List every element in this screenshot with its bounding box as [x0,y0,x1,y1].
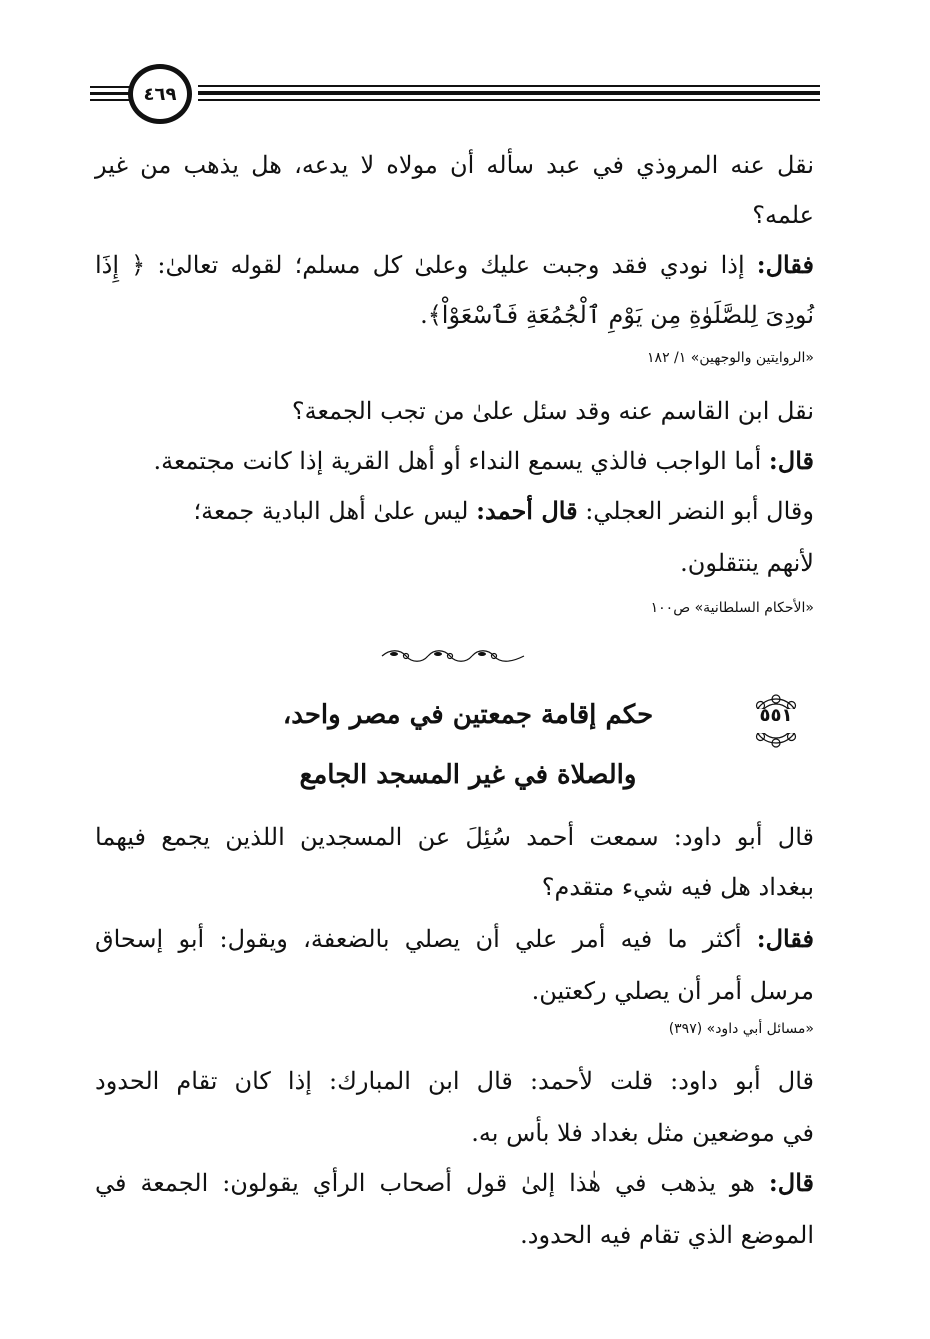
source-reference: «الأحكام السلطانية» ص١٠٠ [650,600,814,616]
section-title: والصلاة في غير المسجد الجامع [299,760,637,790]
source-reference: «مسائل أبي داود» (٣٩٧) [668,1021,814,1037]
answer-text: مرسل أمر أن يصلي ركعتين. [531,977,814,1005]
question-text: نقل ابن القاسم عنه وقد سئل علىٰ من تجب الجمعة؟ [291,397,814,425]
header-rule-stub [90,86,132,88]
answer-label: قال: [768,446,814,475]
answer-body: هو يذهب في هٰذا إلىٰ قول أصحاب الرأي يقولون: الجمعة في [95,1169,755,1197]
header-rule-stub [90,92,132,95]
answer-text: الموضع الذي تقام فيه الحدود. [520,1221,814,1249]
question-text: في موضعين مثل بغداد فلا بأس به. [471,1119,814,1147]
quran-verse: نُودِىَ لِلصَّلَوٰةِ مِن يَوْمِ ٱلْجُمُعَةِ فَٱسْعَوْاْ﴾. [420,301,814,329]
divider-ornament [378,648,528,664]
answer-label: قال أحمد: [476,496,578,525]
header-rule-stub [90,99,132,101]
answer-label: فقال: [756,250,814,279]
header-rule [198,91,820,95]
answer-label: فقال: [756,924,814,953]
answer-label: قال: [768,1168,814,1197]
question-text: نقل عنه المروذي في عبد سأله أن مولاه لا يدعه، هل يذهب من غير [95,151,814,179]
narration-text: لأنهم ينتقلون. [680,549,814,577]
narrator: وقال أبو النضر العجلي: [585,497,814,525]
source-reference: «الروايتين والوجهين» ١/ ١٨٢ [647,350,814,366]
question-text: علمه؟ [752,201,814,229]
section-title: حكم إقامة جمعتين في مصر واحد، [282,700,654,730]
answer-body: ليس علىٰ أهل البادية جمعة؛ [193,497,469,525]
answer-body: إذا نودي فقد وجبت عليك وعلىٰ كل مسلم؛ لقوله تعالىٰ: ﴿ إِذَا [95,251,745,279]
question-text: قال أبو داود: سمعت أحمد سُئِلَ عن المسجدين اللذين يجمع فيهما [95,823,814,851]
section-number: ٥٥١ [759,705,793,726]
header-rule [198,99,820,101]
section-number-badge [735,693,817,749]
page-header [90,60,820,130]
answer-body: أما الواجب فالذي يسمع النداء أو أهل القرية إذا كانت مجتمعة. [153,447,762,475]
answer-text [95,248,814,282]
question-text: قال أبو داود: قلت لأحمد: قال ابن المبارك: إذا كان تقام الحدود [95,1067,814,1095]
question-text: ببغداد هل فيه شيء متقدم؟ [541,873,814,901]
narration-text [193,494,814,528]
answer-text [95,1166,814,1200]
page-number: ٤٦٩ [128,64,192,124]
header-rule [198,85,820,87]
answer-text [153,444,814,478]
answer-text [95,922,814,956]
answer-body: أكثر ما فيه أمر علي أن يصلي بالضعفة، ويقول: أبو إسحاق [95,925,742,953]
